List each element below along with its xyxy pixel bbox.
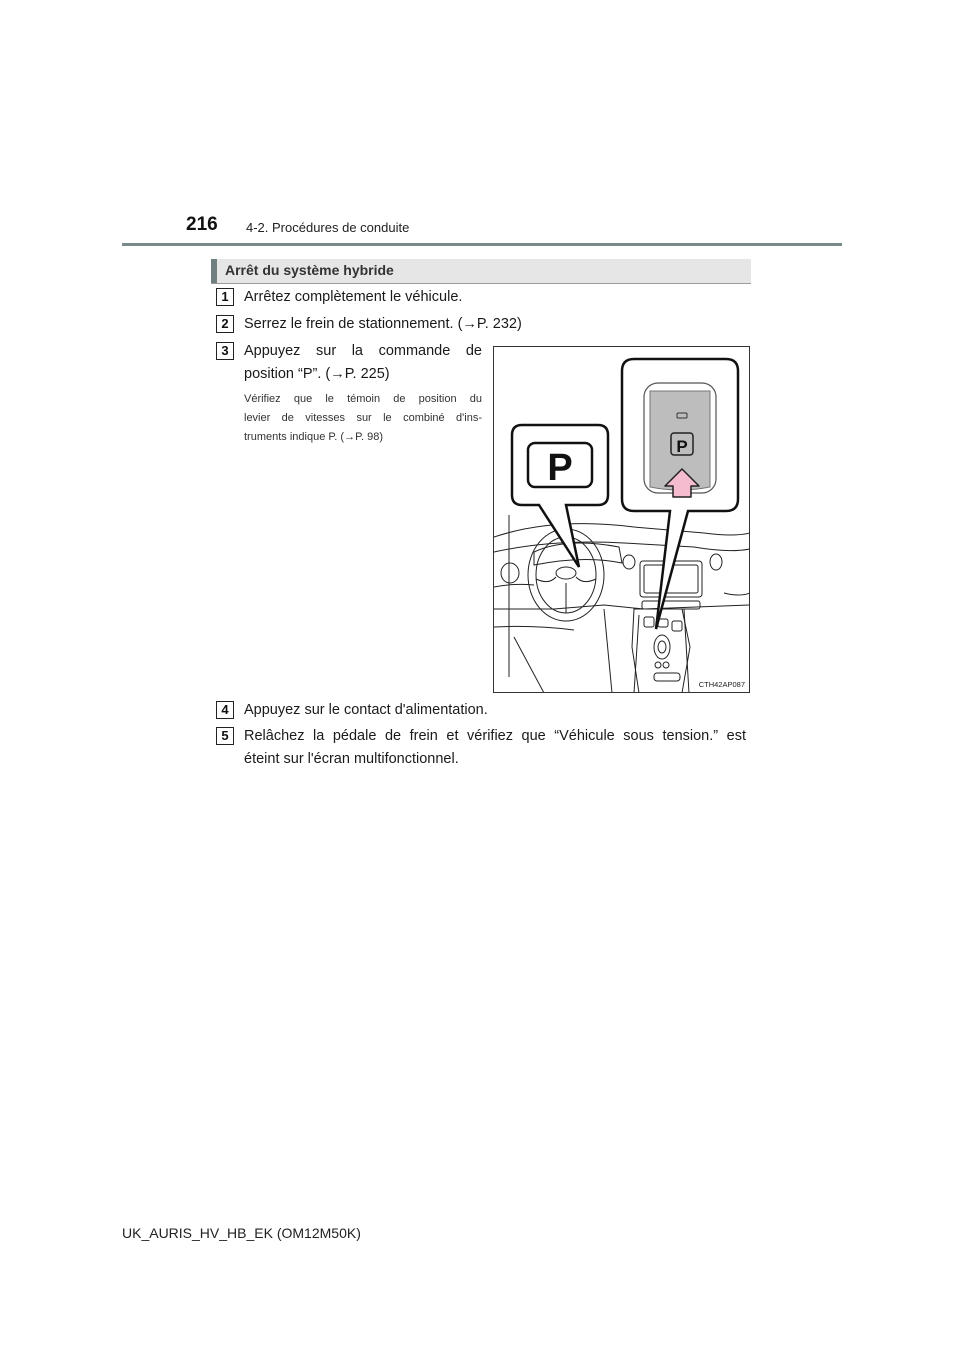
step-3-line-1: Appuyez sur la commande de [244, 343, 482, 359]
step-3-line-2: position “P”. (→P. 225) [244, 366, 390, 382]
illustration-shift-p-button [493, 346, 750, 693]
callout-left-label: P [547, 447, 573, 489]
step-1-text: Arrêtez complètement le véhicule. [244, 289, 463, 305]
step-2-badge: 2 [216, 315, 234, 333]
step-5-line-2: éteint sur l'écran multifonctionnel. [244, 751, 459, 767]
step-3-badge: 3 [216, 342, 234, 360]
title-accent [211, 259, 217, 283]
step-3-note-line-3: truments indique P. (→P. 98) [244, 431, 384, 443]
step-4-badge: 4 [216, 701, 234, 719]
step-3-note-line-1: Vérifiez que le témoin de position du [244, 393, 482, 405]
dashboard-illustration [494, 347, 750, 693]
figure-code: CTH42AP087 [698, 680, 745, 689]
step-4-text: Appuyez sur le contact d'alimentation. [244, 702, 488, 718]
page-number: 216 [186, 214, 218, 235]
footer-model-code: UK_AURIS_HV_HB_EK (OM12M50K) [122, 1225, 361, 1241]
page-title: Arrêt du système hybride [225, 262, 394, 278]
header-divider [122, 243, 842, 246]
callout-right-label: P [676, 437, 688, 456]
section-header: 4-2. Procédures de conduite [246, 220, 410, 235]
step-3-note-line-2: levier de vitesses sur le combiné d'ins- [244, 412, 482, 424]
step-1-badge: 1 [216, 288, 234, 306]
step-2-text: Serrez le frein de stationnement. (→P. 232) [244, 316, 522, 332]
step-5-badge: 5 [216, 727, 234, 745]
callout-right-bubble [622, 359, 738, 629]
step-5-line-1: Relâchez la pédale de frein et vérifiez que “Véhicule sous tension.” est [244, 728, 746, 744]
title-bar [211, 259, 751, 284]
